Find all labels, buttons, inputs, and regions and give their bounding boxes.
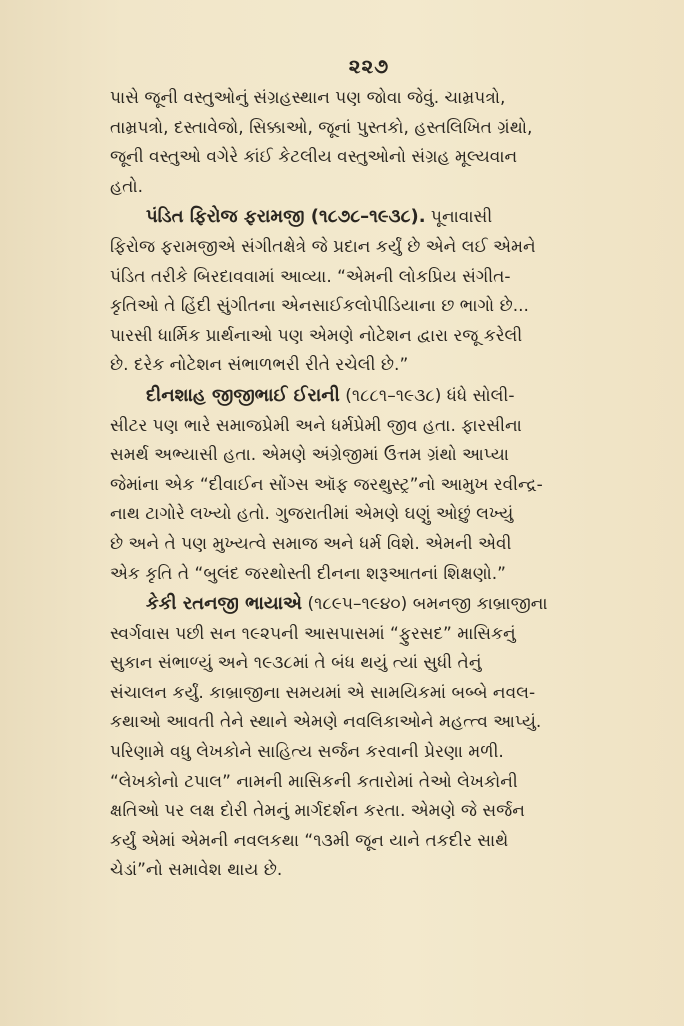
text-line: ચેડાં”નો સમાવેશ થાય છે. [110,860,283,881]
text-line: સીટર પણ ભારે સમાજપ્રેમી અને ધર્મપ્રેમી જીવ હતા. ફારસીના [110,415,522,436]
text-line: તામ્રપત્રો, દસ્તાવેજો, સિક્કાઓ, જૂનાં પુસ્તકો, હસ્તલિખિત ગ્રંથો, [110,117,533,138]
text-line: કૃતિઓ તે હિંદી સુંગીતના એનસાઈકલોપીડિયાના છ ભાગો છે... [110,296,529,317]
text-line-rest: (૧૮૮૧–૧૯૩૮) ધંધે સોલી- [339,385,515,406]
text-line: ફિરોજ ફરામજીએ સંગીતક્ષેત્રે જે પ્રદાન કર્યું છે એને લઈ એમને [110,236,536,257]
text-line: પાસે જૂની વસ્તુઓનું સંગ્રહસ્થાન પણ જોવા જેવું. ચામ્રપત્રો, [110,88,506,108]
text-line: “લેખકોનો ટપાલ” નામની માસિકની કતારોમાં તેઓ લેખકોની [110,771,518,792]
text-line: નાથ ટાગોરે લખ્યો હતો. ગુજરાતીમાં એમણે ઘણું ઓછું લખ્યું [110,504,514,525]
text-line: છે અને તે પણ મુખ્યત્વે સમાજ અને ધર્મ વિશે. એમની એવી [110,533,512,554]
text-line: કથાઓ આવતી તેને સ્થાને એમણે નવલિકાઓને મહત્ત્વ આપ્યું. [110,712,542,733]
text-line: સ્વર્ગવાસ પછી સન ૧૯૨૫ની આસપાસમાં “ફુરસદ” માસિકનું [110,623,516,644]
text-line: છે. દરેક નોટેશન સંભાળભરી રીતે રચેલી છે.” [110,355,409,376]
section-heading: કેકી રતનજી ભાયાએ [146,593,303,615]
section-heading: પંડિત ફિરોજ ફરામજી (૧૮૭૮–૧૯૩૮). [146,206,426,228]
section-heading: દીનશાહ જીજીભાઈ ઈરાની [146,384,340,406]
text-line: સુકાન સંભાળ્યું અને ૧૯૩૮માં તે બંધ થયું ત્યાં સુધી તેનું [110,653,482,674]
text-line: પારસી ધાર્મિક પ્રાર્થનાઓ પણ એમણે નોટેશન દ્વારા રજૂ કરેલી [110,325,523,346]
text-line-lead [110,381,638,412]
text-line-rest: (૧૮૯૫–૧૯૪૦) બમનજી કાબ્રાજીના [302,594,548,615]
paragraph-firoz-framji [110,202,638,381]
text-line: સમર્થ અભ્યાસી હતા. એમણે અંગ્રેજીમાં ઉત્તમ ગ્રંથો આપ્યા [110,445,509,466]
text-line: પંડિત તરીકે બિરદાવવામાં આવ્યા. “એમની લોકપ્રિય સંગીત- [110,266,511,287]
text-line: ક્ષતિઓ પર લક્ષ દોરી તેમનું માર્ગદર્શન કરતા. એમણે જે સર્જન [110,801,525,822]
text-line: હતો. [110,176,144,197]
text-line-lead [110,589,638,620]
text-line-rest: પૂનાવાસી [425,207,493,228]
page-number: ૨૨૭ [348,54,390,78]
text-line: પરિણામે વધુ લેખકોને સાહિત્ય સર્જન કરવાની પ્રેરણા મળી. [110,742,504,763]
text-line-lead [110,202,638,233]
paragraph-dinshah-irani [110,381,638,589]
text-line: જેમાંના એક “દીવાઈન સોંગ્સ ઑફ જરથુસ્ટ્ર”નો આમુખ રવીન્દ્ર- [110,474,543,495]
paragraph-keki-bhaya [110,589,638,886]
text-line: કર્યું એમાં એમની નવલકથા “૧૩મી જૂન યાને તકદીર સાથે [110,830,509,851]
text-line: જૂની વસ્તુઓ વગેરે કાંઈ કેટલીય વસ્તુઓનો સંગ્રહ મૂલ્યવાન [110,147,518,168]
paragraph-museum [110,84,638,202]
text-line: સંચાલન કર્યું. કાબ્રાજીના સમયમાં એ સામયિકમાં બબ્બે નવલ- [110,682,536,703]
text-line: એક કૃતિ તે “બુલંદ જરથોસ્તી દીનના શરૂઆતનાં શિક્ષણો.” [110,563,506,584]
